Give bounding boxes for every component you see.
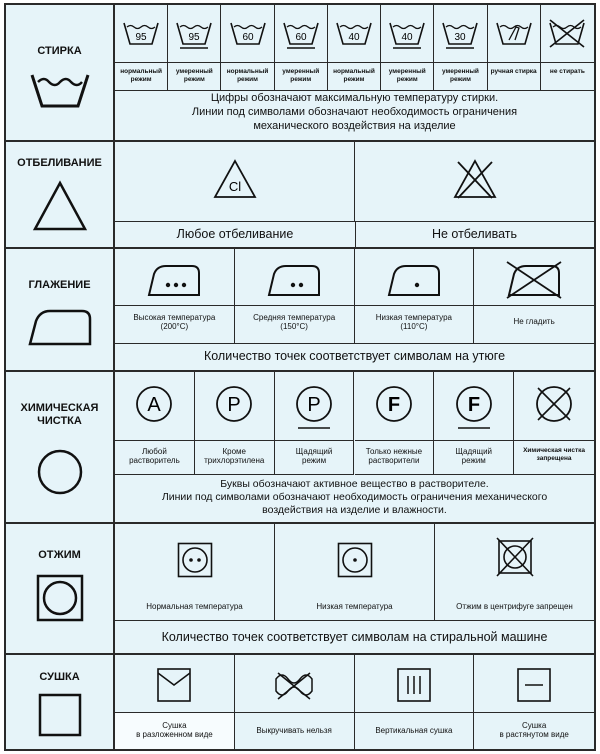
dry-clean-section: [6, 372, 594, 524]
wash-section: [6, 5, 594, 142]
spin-low-cell: [275, 524, 435, 621]
iron-low-icon: [385, 261, 443, 299]
symbol-label-line: трихлорэтилена: [204, 456, 265, 465]
symbol-label: [196, 447, 273, 465]
symbol-label: [435, 447, 512, 465]
wash-temp-text: 60: [295, 32, 307, 43]
wash-cell: [381, 5, 434, 91]
symbol-label: [116, 721, 233, 739]
do-not-wring-icon: [272, 667, 316, 703]
symbol-label-line: не стирать: [549, 68, 585, 75]
spin-content: [115, 524, 594, 653]
wash-temp-text: 95: [188, 32, 200, 43]
iron-icon: [26, 307, 94, 347]
symbol-label-line: Только нежные: [365, 447, 423, 456]
spin-category: [6, 524, 115, 653]
dry-content: [115, 655, 594, 749]
dry-section: [6, 655, 594, 749]
symbol-label-line: Средняя температура: [253, 313, 336, 322]
symbol-label-line: нормальный режим: [226, 68, 269, 83]
do-not-bleach-icon: [452, 158, 498, 200]
symbol-label: [222, 68, 272, 83]
wash-category: [6, 5, 115, 140]
symbol-label-line: Любой: [142, 447, 167, 456]
symbol-label-line: (150°С): [280, 322, 308, 331]
dry-clean-cell: [514, 372, 594, 475]
dry-clean-content: [115, 372, 594, 522]
wash-95-gentle-icon: [174, 17, 214, 51]
care-symbols-sheet: [4, 3, 596, 751]
symbol-label-line: Кроме: [222, 447, 246, 456]
dry-clean-note-line: Линии под символами обозначают необходимость ограничения механического: [161, 491, 548, 503]
bleach-triangle-icon: [32, 180, 88, 232]
iron-cell-divider: [474, 305, 594, 306]
dry-clean-title: [6, 402, 113, 428]
spin-forbidden-label: Отжим в центрифуге запрещен: [456, 602, 573, 611]
symbol-label: [236, 313, 353, 331]
dry-clean-cell-divider: [275, 440, 354, 441]
symbol-label: [475, 721, 593, 739]
tumble-low-icon: [337, 542, 373, 578]
wash-cell: [328, 5, 381, 91]
wash-cell-divider: [434, 62, 486, 63]
wash-cell-divider: [381, 62, 433, 63]
iron-cell: [115, 249, 235, 344]
wash-cell: [115, 5, 168, 91]
dry-clean-a-icon: [132, 384, 176, 432]
iron-medium-icon: [265, 261, 323, 299]
wash-cell: [168, 5, 221, 91]
iron-cell-divider: [115, 305, 234, 306]
dry-clean-cell: [434, 372, 514, 475]
symbol-label: [356, 447, 433, 465]
bleach-section: [6, 142, 594, 249]
dry-clean-note-line: воздействия на изделие и влажности.: [262, 504, 447, 516]
symbol-label-line: растворители: [368, 456, 420, 465]
wash-cell: [275, 5, 328, 91]
wash-cell: [221, 5, 274, 91]
symbol-label-line: (200°С): [160, 322, 189, 331]
do-not-iron-icon: [505, 261, 563, 299]
wash-temp-text: 40: [348, 32, 360, 43]
wash-40-icon: [334, 17, 374, 51]
dry-flat-icon: [152, 667, 196, 703]
hand-wash-icon: [494, 17, 534, 51]
drying-square-icon: [38, 693, 82, 737]
drip-dry-icon: [392, 667, 436, 703]
iron-note: Количество точек соответствует символам на утюге: [203, 349, 506, 363]
iron-cell-divider: [235, 305, 354, 306]
symbol-label-line: умеренный режим: [282, 68, 320, 83]
wash-cell: [541, 5, 594, 91]
symbol-label: [116, 313, 233, 331]
dry-clean-letter: F: [387, 394, 401, 416]
wash-95-icon: [121, 17, 161, 51]
symbol-label-line: растворитель: [129, 456, 180, 465]
spin-title: ОТЖИМ: [38, 549, 81, 561]
line-dry-icon: [512, 667, 556, 703]
dry-clean-letter: A: [147, 394, 162, 416]
wash-temp-text: 60: [241, 32, 254, 43]
dry-clean-cell: [195, 372, 275, 475]
bleach-divider: [355, 222, 356, 247]
iron-cell: [235, 249, 355, 344]
symbol-label-line: умеренный режим: [441, 68, 479, 83]
symbol-label: [356, 313, 473, 331]
wash-temp-text: 40: [401, 32, 413, 43]
symbol-label-line: умеренный режим: [175, 68, 213, 83]
wash-title: СТИРКА: [37, 45, 82, 57]
wash-temp-text: 95: [135, 32, 147, 43]
symbol-label-line: Щадящий: [295, 447, 333, 456]
spin-note: Количество точек соответствует символам на стиральной машине: [161, 630, 548, 644]
wash-note-line: Линии под символами обозначают необходимость ограничения: [191, 106, 518, 118]
dry-clean-f-icon: [372, 384, 416, 432]
do-not-tumble-icon: [495, 536, 535, 578]
symbol-label: [515, 447, 593, 462]
dry-clean-letter: P: [307, 394, 321, 416]
dry-clean-cell: [275, 372, 355, 475]
bleach-content: [115, 142, 594, 247]
wash-cell-divider: [275, 62, 327, 63]
symbol-label-line: ручная стирка: [490, 68, 537, 75]
bleach-any-label: Любое отбеливание: [176, 227, 294, 241]
wash-cell-divider: [168, 62, 220, 63]
dry-clean-cell: [355, 372, 435, 475]
spin-normal-cell: [115, 524, 275, 621]
dry-clean-cell-divider: [434, 440, 513, 441]
symbol-label-line: в растянутом виде: [499, 730, 569, 739]
dry-clean-p-gentle-icon: [292, 384, 336, 432]
iron-section: [6, 249, 594, 372]
dry-clean-p-icon: [212, 384, 256, 432]
wash-tub-icon: [30, 71, 90, 109]
dry-cell: [355, 655, 475, 749]
dry-title: СУШКА: [39, 671, 80, 683]
symbol-label: [276, 68, 326, 83]
bleach-any-icon: [212, 158, 258, 200]
wash-content: [115, 5, 594, 140]
dry-clean-note-line: Буквы обозначают активное вещество в растворителе.: [220, 478, 489, 490]
symbol-label-line: умеренный режим: [388, 68, 426, 83]
wash-cell-divider: [541, 62, 594, 63]
dry-cell: [474, 655, 594, 749]
symbol-label: [329, 68, 379, 83]
symbol-label: [116, 68, 166, 83]
bleach-any-cell: [115, 142, 355, 222]
iron-cell: [355, 249, 475, 344]
symbol-label: [542, 68, 593, 76]
symbol-label-line: в разложенном виде: [136, 730, 213, 739]
wash-cell-divider: [488, 62, 540, 63]
symbol-label: [116, 447, 193, 465]
dry-clean-letter: F: [467, 394, 480, 416]
symbol-label-line: Сушка: [162, 721, 187, 730]
dry-clean-category: [6, 372, 115, 522]
symbol-label-line: Химическая чистка: [523, 447, 586, 454]
iron-category: [6, 249, 115, 370]
spin-normal-label: Нормальная температура: [146, 602, 243, 611]
symbol-label-line: режим: [461, 456, 486, 465]
iron-cell: [474, 249, 594, 344]
symbol-label-line: запрещена: [536, 454, 572, 462]
wash-30-gentle-icon: [440, 17, 480, 51]
wash-40-gentle-icon: [387, 17, 427, 51]
wash-note-line: Цифры обозначают максимальную температуру стирки.: [210, 92, 499, 104]
tumble-normal-icon: [177, 542, 213, 578]
wash-cell: [434, 5, 487, 91]
dry-clean-cell-divider: [195, 440, 274, 441]
spin-low-label: Низкая температура: [316, 602, 393, 611]
symbol-label-line: нормальный режим: [120, 68, 162, 83]
tumble-dry-icon: [36, 574, 84, 622]
dry-clean-letter: P: [227, 394, 241, 416]
symbol-label-line: Не гладить: [513, 317, 555, 326]
dry-clean-circle-icon: [36, 448, 84, 496]
symbol-label-line: Щадящий: [455, 447, 493, 456]
symbol-label: [236, 726, 353, 735]
bleach-category: [6, 142, 115, 247]
symbol-label-line: Высокая температура: [133, 313, 216, 322]
dry-clean-cell-divider: [115, 440, 194, 441]
symbol-label-line: Низкая температура: [375, 313, 452, 322]
dry-clean-title-line: ЧИСТКА: [37, 415, 82, 427]
symbol-label: [475, 317, 593, 326]
symbol-label-line: нормальный режим: [333, 68, 375, 83]
symbol-label: [169, 68, 219, 83]
symbol-label-line: Вертикальная сушка: [375, 726, 453, 735]
spin-section: [6, 524, 594, 655]
do-not-bleach-label: Не отбеливать: [431, 227, 518, 241]
bleach-title: ОТБЕЛИВАНИЕ: [17, 157, 102, 169]
iron-title: ГЛАЖЕНИЕ: [28, 279, 91, 291]
dry-clean-title-line: ХИМИЧЕСКАЯ: [20, 402, 99, 414]
dry-clean-cell-divider: [355, 440, 434, 441]
wash-note: [115, 91, 594, 133]
do-not-bleach-cell: [355, 142, 594, 222]
wash-cell-divider: [328, 62, 380, 63]
bleach-cl-text: Cl: [228, 179, 241, 194]
wash-temp-text: 30: [454, 32, 466, 43]
symbol-label-line: Выкручивать нельзя: [256, 726, 332, 735]
iron-cell-divider: [355, 305, 474, 306]
wash-60-icon: [228, 17, 268, 51]
dry-cell: [115, 655, 235, 749]
dry-clean-note: [115, 478, 594, 517]
do-not-wash-icon: [547, 17, 587, 51]
wash-note-line: механического воздействия на изделие: [253, 120, 456, 132]
iron-high-icon: [145, 261, 203, 299]
symbol-label: [356, 726, 473, 735]
dry-clean-f-gentle-icon: [452, 384, 496, 432]
symbol-label-line: (110°С): [400, 322, 428, 331]
wash-60-gentle-icon: [281, 17, 321, 51]
symbol-label-line: Сушка: [521, 721, 547, 730]
symbol-label-line: режим: [302, 456, 327, 465]
symbol-label: [276, 447, 353, 465]
iron-content: [115, 249, 594, 370]
symbol-label: [435, 68, 485, 83]
do-not-dry-clean-icon: [532, 384, 576, 432]
dry-clean-cell-divider: [514, 440, 594, 441]
symbol-label: [382, 68, 432, 83]
wash-cell-divider: [115, 62, 167, 63]
spin-forbidden-cell: [435, 524, 594, 621]
dry-clean-cell: [115, 372, 195, 475]
wash-cell-divider: [221, 62, 273, 63]
dry-cell: [235, 655, 355, 749]
wash-cell: [488, 5, 541, 91]
symbol-label: [489, 68, 539, 76]
dry-category: [6, 655, 115, 749]
